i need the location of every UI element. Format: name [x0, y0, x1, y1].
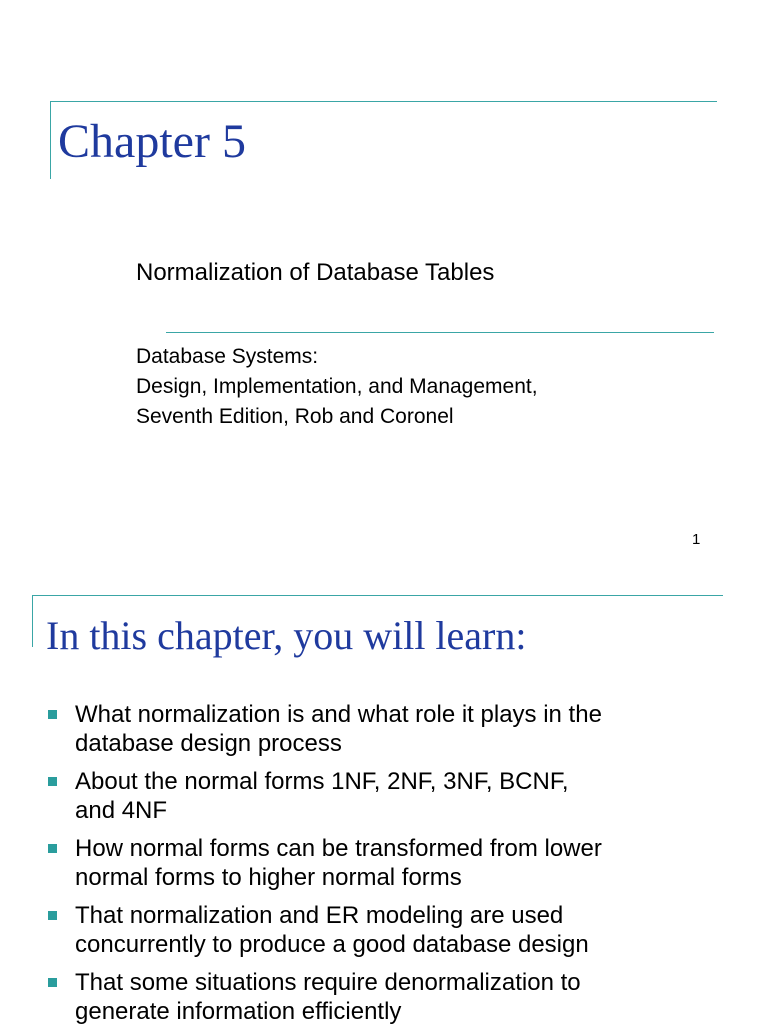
- title-top-rule: [50, 101, 717, 102]
- subtitle-rule: [166, 332, 714, 333]
- bullet-list: [46, 700, 746, 1035]
- title-left-rule: [32, 595, 33, 647]
- page-number: 1: [692, 531, 701, 548]
- square-bullet-icon: [48, 844, 57, 853]
- slide-objectives: [0, 580, 768, 1024]
- list-item-line: What normalization is and what role it plays in the: [75, 701, 602, 728]
- list-item: [46, 901, 746, 959]
- title-top-rule: [32, 595, 723, 596]
- square-bullet-icon: [48, 911, 57, 920]
- square-bullet-icon: [48, 710, 57, 719]
- list-item-line: How normal forms can be transformed from lower: [75, 835, 602, 862]
- book-info-line: Design, Implementation, and Management,: [136, 375, 538, 398]
- slide-title-text: In this chapter, you will learn:: [46, 613, 527, 658]
- square-bullet-icon: [48, 777, 57, 786]
- list-item-line: That some situations require denormalization to: [75, 969, 581, 996]
- list-item-line: That normalization and ER modeling are used: [75, 902, 564, 929]
- list-item-line: normal forms to higher normal forms: [75, 864, 462, 891]
- book-info-line: Database Systems:: [136, 345, 319, 368]
- list-item: [46, 700, 746, 758]
- list-item-line: and 4NF: [75, 797, 168, 824]
- list-item: [46, 968, 746, 1026]
- list-item-line: concurrently to produce a good database design: [75, 931, 589, 958]
- list-item-line: About the normal forms 1NF, 2NF, 3NF, BCNF,: [75, 768, 569, 795]
- title-left-rule: [50, 101, 51, 179]
- book-info-line: Seventh Edition, Rob and Coronel: [136, 405, 454, 428]
- list-item-line: generate information efficiently: [75, 998, 402, 1025]
- list-item-line: database design process: [75, 730, 342, 757]
- slide-title-text: Chapter 5: [58, 115, 246, 168]
- list-item: [46, 834, 746, 892]
- square-bullet-icon: [48, 978, 57, 987]
- list-item: [46, 767, 746, 825]
- book-info: [136, 342, 538, 432]
- slide-subtitle: Normalization of Database Tables: [136, 259, 495, 286]
